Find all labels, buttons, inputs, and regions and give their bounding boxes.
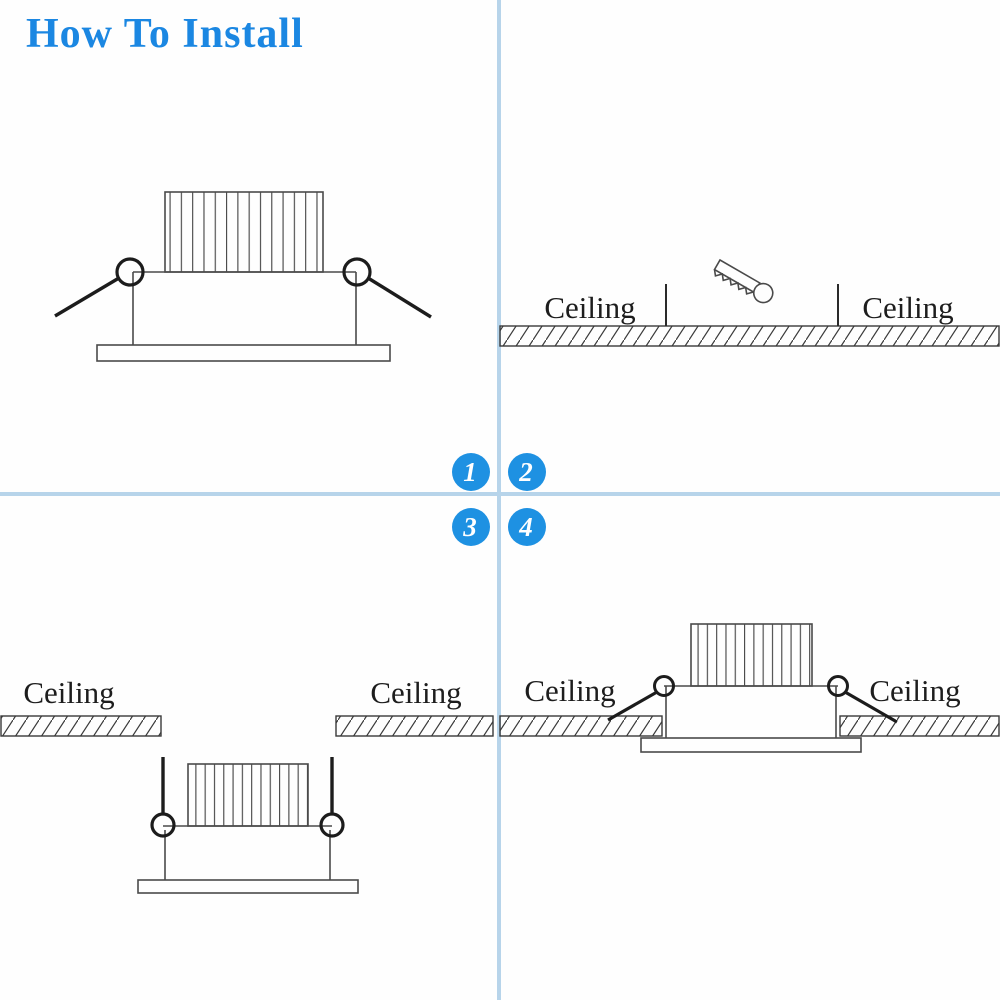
- ceiling-label: Ceiling: [524, 673, 616, 708]
- lamp-body: [163, 826, 332, 880]
- step-4-number: 4: [519, 511, 533, 542]
- spring-clip-pivot-left: [152, 814, 174, 836]
- lamp-body: [664, 686, 838, 738]
- ceiling-section-left: [1, 716, 161, 736]
- spring-clip-pivot-right: [321, 814, 343, 836]
- trim-plate: [97, 345, 390, 361]
- step3-insert-downlight: [1, 675, 493, 893]
- trim-plate: [138, 880, 358, 893]
- ceiling-section-left: [500, 716, 662, 736]
- ceiling-label: Ceiling: [370, 675, 462, 710]
- heatsink-fins: [188, 764, 308, 826]
- step-1-badge: [452, 453, 490, 491]
- ceiling-section-right: [840, 716, 999, 736]
- trim-plate: [641, 738, 861, 752]
- lamp-body: [133, 272, 356, 345]
- step-3-badge: [452, 508, 490, 546]
- spring-clip-arm-left: [55, 278, 119, 316]
- step2-cut-ceiling-hole: [500, 258, 999, 346]
- step1-downlight-clips-open: [55, 192, 431, 361]
- ceiling-label: Ceiling: [862, 290, 954, 325]
- heatsink-fins: [691, 624, 812, 686]
- ceiling-label: Ceiling: [544, 290, 636, 325]
- ceiling-label: Ceiling: [869, 673, 961, 708]
- ceiling-section-right: [336, 716, 493, 736]
- heatsink-fins: [165, 192, 323, 272]
- step-4-badge: [508, 508, 546, 546]
- step-2-number: 2: [519, 456, 533, 487]
- saw-icon: [712, 258, 776, 306]
- step-3-number: 3: [463, 511, 477, 542]
- ceiling-section: [500, 326, 999, 346]
- ceiling-label: Ceiling: [23, 675, 115, 710]
- spring-clip-arm-right: [368, 278, 431, 317]
- step-1-number: 1: [463, 456, 477, 487]
- step4-downlight-installed: [500, 624, 999, 752]
- step-2-badge: [508, 453, 546, 491]
- page-title: How To Install: [26, 11, 304, 57]
